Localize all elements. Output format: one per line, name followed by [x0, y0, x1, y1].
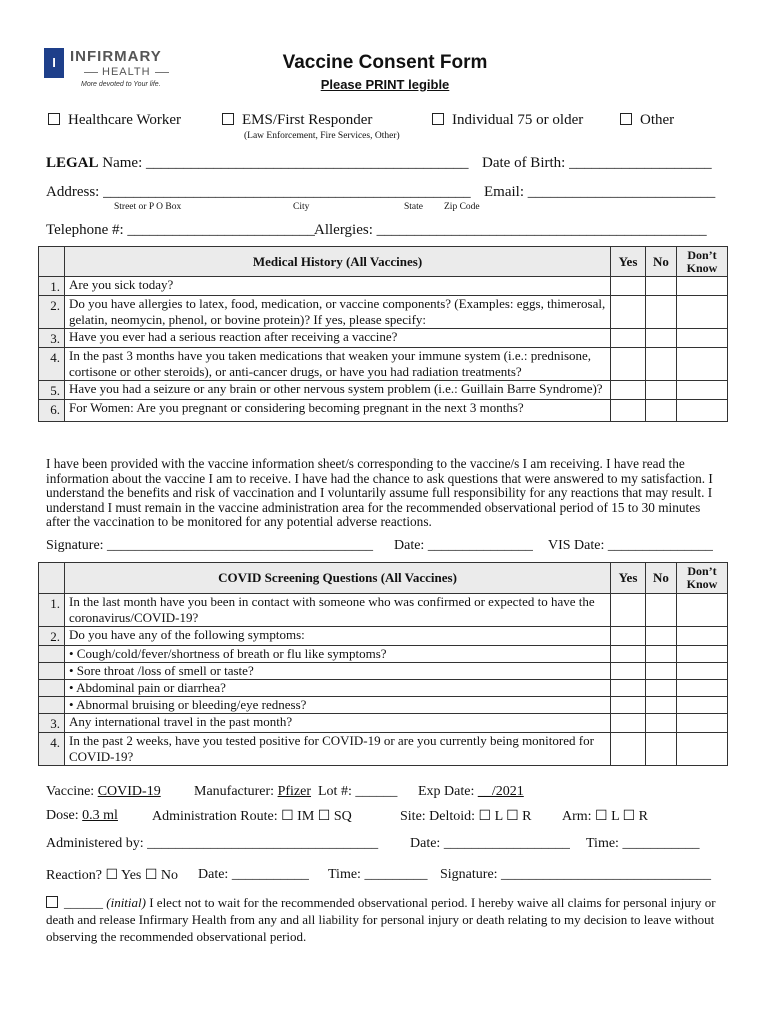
dont-know-cell[interactable]	[677, 646, 728, 663]
yes-cell[interactable]	[611, 296, 646, 329]
vaccine-value: COVID-19	[97, 784, 161, 799]
yes-cell[interactable]	[611, 329, 646, 348]
row-number: 1.	[39, 277, 65, 296]
addr-sub-city: City	[293, 202, 310, 212]
exp-date-field[interactable]: Exp Date: __/2021	[418, 784, 524, 799]
table-row	[39, 646, 728, 663]
address-field[interactable]: Address: _________________________________________________	[46, 184, 471, 200]
dont-know-header: Don’t Know	[677, 247, 728, 277]
dose-field: Dose: 0.3 ml	[46, 808, 118, 823]
exp-date-value: __/2021	[477, 784, 524, 799]
yes-cell[interactable]	[611, 594, 646, 627]
dont-know-cell[interactable]	[677, 348, 728, 381]
dont-know-cell[interactable]	[677, 296, 728, 329]
no-cell[interactable]	[646, 697, 677, 714]
table-row	[39, 733, 728, 766]
row-number: 5.	[39, 381, 65, 400]
table-row	[39, 594, 728, 627]
no-header: No	[646, 563, 677, 594]
addr-sub-zip: Zip Code	[444, 202, 480, 212]
admin-time-field[interactable]: Time: ___________	[586, 836, 700, 851]
logo-tagline: More devoted to Your life.	[81, 81, 161, 88]
yes-cell[interactable]	[611, 697, 646, 714]
role-ems[interactable]	[222, 112, 372, 129]
no-cell[interactable]	[646, 296, 677, 329]
no-cell[interactable]	[646, 663, 677, 680]
row-number	[39, 646, 65, 663]
table-row	[39, 381, 728, 400]
no-cell[interactable]	[646, 714, 677, 733]
admin-date-field[interactable]: Date: __________________	[410, 836, 570, 851]
table-row	[39, 400, 728, 422]
no-cell[interactable]	[646, 680, 677, 697]
role-label: Healthcare Worker	[68, 112, 182, 128]
row-number: 4.	[39, 348, 65, 381]
covid-header: COVID Screening Questions (All Vaccines)	[65, 563, 611, 594]
table-row	[39, 627, 728, 646]
dose-value: 0.3 ml	[82, 808, 118, 823]
dont-know-cell[interactable]	[677, 714, 728, 733]
symptom: • Abdominal pain or diarrhea?	[65, 680, 611, 697]
table-row	[39, 714, 728, 733]
page-subtitle: Please PRINT legible	[320, 77, 450, 92]
logo-sub: HEALTH	[80, 66, 173, 78]
waiver-checkbox[interactable]	[46, 896, 58, 908]
question: In the past 2 weeks, have you tested positive for COVID-19 or are you currently being monitored for COVID-19?	[65, 733, 611, 766]
dont-know-cell[interactable]	[677, 627, 728, 646]
yes-cell[interactable]	[611, 627, 646, 646]
email-field[interactable]: Email: _________________________	[484, 184, 716, 200]
dont-know-cell[interactable]	[677, 733, 728, 766]
no-header: No	[646, 247, 677, 277]
dont-know-cell[interactable]	[677, 663, 728, 680]
dont-know-header: Don’t Know	[677, 563, 728, 594]
page-title: Vaccine Consent Form	[282, 52, 488, 73]
row-number: 3.	[39, 714, 65, 733]
num-header	[39, 247, 65, 277]
role-label: Other	[640, 112, 675, 128]
waiver-statement	[46, 894, 726, 945]
manufacturer-value: Pfizer	[277, 784, 312, 799]
role-other[interactable]	[620, 112, 674, 129]
question: For Women: Are you pregnant or considering becoming pregnant in the next 3 months?	[65, 400, 611, 422]
administration-route[interactable]: Administration Route: ☐ IM ☐ SQ	[152, 809, 352, 824]
role-label: EMS/First Responder	[242, 112, 373, 128]
dont-know-cell[interactable]	[677, 277, 728, 296]
question: In the past 3 months have you taken medications that weaken your immune system (i.e.: prednisone, cortisone or other steroids), or anti-cancer drugs, or have you had radiation treatments?	[65, 348, 611, 381]
site-field[interactable]: Site: Deltoid: ☐ L ☐ R	[400, 809, 532, 824]
table-row	[39, 348, 728, 381]
num-header	[39, 563, 65, 594]
name-line: Name: ___________________________________________	[102, 155, 469, 171]
yes-cell[interactable]	[611, 646, 646, 663]
arm-field[interactable]: Arm: ☐ L ☐ R	[562, 809, 649, 824]
signature-field[interactable]: Signature: ______________________________________	[46, 538, 374, 553]
question: Do you have allergies to latex, food, medication, or vaccine components? (Examples: eggs, thimerosal, gelatin, neomycin, phenol, or bovine protein)? If yes, please specify:	[65, 296, 611, 329]
waiver-text: I elect not to wait for the recommended observational period. I hereby waive all claims for personal injury or death and release Infirmary Health from any and all liability for personal injury or death relating to my decision to leave without observing the recommended observational period.	[46, 895, 716, 944]
dont-know-cell[interactable]	[677, 680, 728, 697]
checkbox[interactable]	[222, 113, 234, 125]
logo-name: INFIRMARY	[70, 48, 162, 65]
yes-cell[interactable]	[611, 663, 646, 680]
vis-date-field[interactable]: VIS Date: _______________	[548, 538, 713, 553]
no-cell[interactable]	[646, 277, 677, 296]
table-row	[39, 277, 728, 296]
question: In the last month have you been in contact with someone who was confirmed or expected to have the coronavirus/COVID-19?	[65, 594, 611, 627]
checkbox[interactable]	[620, 113, 632, 125]
question: Are you sick today?	[65, 277, 611, 296]
no-cell[interactable]	[646, 646, 677, 663]
no-cell[interactable]	[646, 594, 677, 627]
medical-history-table	[38, 246, 728, 422]
dont-know-cell[interactable]	[677, 594, 728, 627]
initial-blank[interactable]: ______	[64, 895, 103, 910]
symptom: • Abnormal bruising or bleeding/eye redness?	[65, 697, 611, 714]
question: Have you ever had a serious reaction after receiving a vaccine?	[65, 329, 611, 348]
legal-label: LEGAL	[46, 155, 99, 171]
table-row	[39, 697, 728, 714]
yes-cell[interactable]	[611, 348, 646, 381]
row-number	[39, 663, 65, 680]
no-cell[interactable]	[646, 348, 677, 381]
yes-cell[interactable]	[611, 277, 646, 296]
addr-sub-street: Street or P O Box	[114, 202, 182, 212]
table-row	[39, 663, 728, 680]
table-row	[39, 296, 728, 329]
dont-know-cell[interactable]	[677, 381, 728, 400]
yes-header: Yes	[611, 247, 646, 277]
reaction-field[interactable]: Reaction? ☐ Yes ☐ No	[46, 868, 179, 883]
no-cell[interactable]	[646, 381, 677, 400]
yes-cell[interactable]	[611, 714, 646, 733]
symptom: • Cough/cold/fever/shortness of breath or flu like symptoms?	[65, 646, 611, 663]
addr-sub-state: State	[404, 202, 423, 212]
dont-know-cell[interactable]	[677, 329, 728, 348]
role-75-older[interactable]	[432, 112, 583, 129]
yes-header: Yes	[611, 563, 646, 594]
dob-field[interactable]: Date of Birth: ___________________	[482, 155, 712, 171]
checkbox[interactable]	[432, 113, 444, 125]
table-row	[39, 680, 728, 697]
row-number: 2.	[39, 627, 65, 646]
covid-screening-table	[38, 562, 728, 766]
logo-mark: I	[44, 48, 64, 78]
no-cell[interactable]	[646, 329, 677, 348]
yes-cell[interactable]	[611, 680, 646, 697]
dont-know-cell[interactable]	[677, 697, 728, 714]
vaccine-field: Vaccine: COVID-19	[46, 784, 161, 799]
yes-cell[interactable]	[611, 381, 646, 400]
role-label: Individual 75 or older	[452, 112, 584, 128]
question: Have you had a seizure or any brain or other nervous system problem (i.e.: Guillain Barre Syndrome)?	[65, 381, 611, 400]
ems-note: (Law Enforcement, Fire Services, Other)	[244, 131, 400, 141]
medical-header: Medical History (All Vaccines)	[65, 247, 611, 277]
row-number: 2.	[39, 296, 65, 329]
symptom: • Sore throat /loss of smell or taste?	[65, 663, 611, 680]
row-number: 6.	[39, 400, 65, 422]
manufacturer-field: Manufacturer: Pfizer	[194, 784, 312, 799]
initial-label: (initial)	[106, 895, 146, 910]
row-number	[39, 697, 65, 714]
allergies-field[interactable]: Allergies: ____________________________________________	[314, 222, 707, 238]
consent-statement: I have been provided with the vaccine information sheet/s corresponding to the vaccine/s I am receiving. I have read the information about the vaccine I am to receive. I have had the chance to ask questions that were answered to my satisfaction. I understand the benefits and risk of vaccination and I voluntarily assume full responsibility for any reactions that may result. I understand I must remain in the vaccine administration area for the recommended observational period of 15 to 30 minutes after the vaccination to be monitored for any potential adverse reactions.	[46, 456, 713, 529]
question: Any international travel in the past month?	[65, 714, 611, 733]
legal-name-field[interactable]	[46, 155, 469, 172]
reaction-signature-field[interactable]: Signature: ______________________________	[440, 867, 712, 882]
no-cell[interactable]	[646, 400, 677, 422]
reaction-time-field[interactable]: Time: _________	[328, 867, 428, 882]
row-number: 4.	[39, 733, 65, 766]
row-number: 3.	[39, 329, 65, 348]
signature-date-field[interactable]: Date: _______________	[394, 538, 533, 553]
reaction-date-field[interactable]: Date: ___________	[198, 867, 309, 882]
checkbox[interactable]	[48, 113, 60, 125]
telephone-field[interactable]: Telephone #: _________________________	[46, 222, 315, 238]
table-row	[39, 329, 728, 348]
yes-cell[interactable]	[611, 400, 646, 422]
role-healthcare-worker[interactable]	[48, 112, 181, 129]
no-cell[interactable]	[646, 627, 677, 646]
question: Do you have any of the following symptoms:	[65, 627, 611, 646]
administered-by-field[interactable]: Administered by: _________________________________	[46, 836, 379, 851]
dont-know-cell[interactable]	[677, 400, 728, 422]
no-cell[interactable]	[646, 733, 677, 766]
row-number: 1.	[39, 594, 65, 627]
yes-cell[interactable]	[611, 733, 646, 766]
row-number	[39, 680, 65, 697]
lot-field[interactable]: Lot #: ______	[318, 784, 398, 799]
